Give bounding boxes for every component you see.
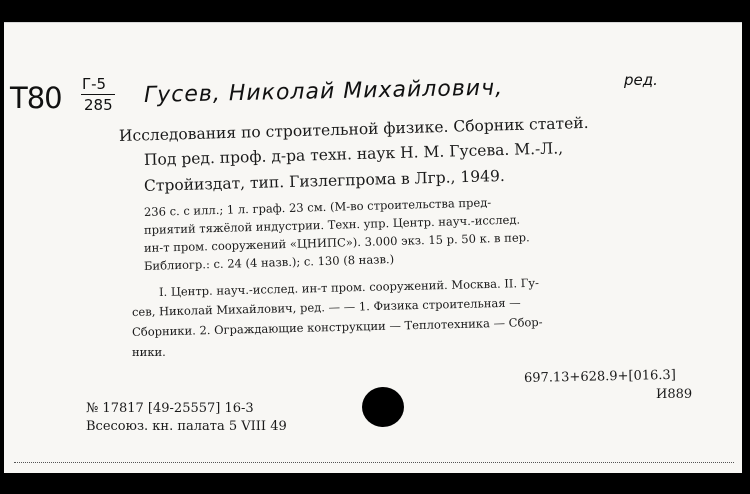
entry-detail-line-2: приятий тяжёлой индустрии. Техн. упр. Центр. науч.-исслед. <box>143 212 521 237</box>
entry-title-line-2: Под ред. проф. д-ра техн. наук Н. М. Гусева. М.-Л., <box>143 139 564 169</box>
entry-detail-line-3: ин-т пром. сооружений «ЦНИПС»). 3.000 экз. 15 р. 50 к. в пер. <box>143 230 530 255</box>
author-mark: И889 <box>656 387 693 402</box>
call-number-main: Т80 <box>10 81 62 115</box>
registration-number: № 17817 [49-25557] 16-3 <box>86 401 254 416</box>
entry-title-line-1: Исследования по строительной физике. Сборник статей. <box>118 113 589 145</box>
book-chamber-stamp: Всесоюз. кн. палата 5 VIII 49 <box>86 419 287 434</box>
catalog-card <box>4 22 742 473</box>
entry-title-line-3: Стройиздат, тип. Гизлегпрома в Лгр., 1949. <box>143 166 506 195</box>
card-punch-hole <box>362 387 404 427</box>
call-number-top: Г-5 <box>82 75 107 93</box>
handwritten-author-name: Гусев, Николай Михайлович, <box>143 75 504 108</box>
entry-detail-line-1: 236 с. с илл.; 1 л. граф. 23 см. (М-во строительства пред- <box>143 195 492 219</box>
entry-bibliography: Библиогр.: с. 24 (4 назв.); с. 130 (8 назв.) <box>143 252 395 273</box>
call-number-fraction-bar <box>81 94 115 95</box>
tracing-line-2: сев, Николай Михайлович, ред. — — 1. Физика строительная — <box>131 295 521 319</box>
call-number-bottom: 285 <box>84 96 113 114</box>
tracing-line-4: ники. <box>132 345 166 359</box>
tracing-line-1: I. Центр. науч.-исслед. ин-т пром. сооружений. Москва. II. Гу- <box>158 275 540 299</box>
handwritten-role: ред. <box>624 71 658 89</box>
udc-classification: 697.13+628.9+[016.3] <box>523 367 676 386</box>
card-bottom-edge-line <box>14 462 734 463</box>
tracing-line-3: Сборники. 2. Ограждающие конструкции — Теплотехника — Сбор- <box>131 314 543 339</box>
